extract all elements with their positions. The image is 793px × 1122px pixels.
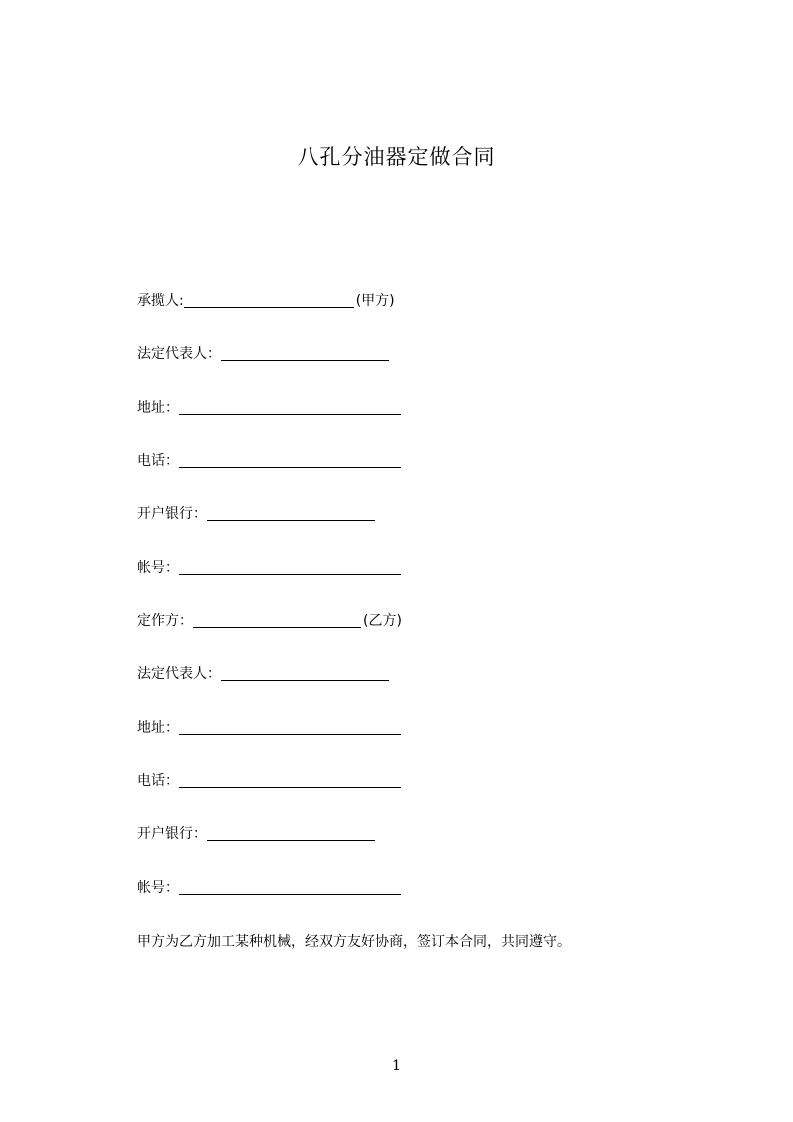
fill-in-line[interactable] [179,880,401,895]
bank-field [137,504,375,524]
field-label: 承揽人: [137,293,184,309]
party-tag: (甲方) [355,293,395,309]
fill-in-line[interactable] [193,613,361,628]
field-label: 地址： [137,400,179,416]
field-label: 开户银行： [137,826,207,842]
fill-in-line[interactable] [179,400,401,415]
fill-in-line[interactable] [207,826,375,841]
fill-in-line[interactable] [207,506,375,521]
fill-in-line[interactable] [179,453,401,468]
address-field [137,398,401,418]
party-tag: (乙方) [363,613,402,629]
field-label: 电话： [137,773,179,789]
field-label: 帐号： [137,880,179,896]
fill-in-line[interactable] [179,720,401,735]
contract-statement: 甲方为乙方加工某种机械，经双方友好协商，签订本合同，共同遵守。 [137,934,571,950]
field-label: 帐号： [137,560,179,576]
field-label: 开户银行： [137,506,207,522]
field-label: 电话： [137,453,179,469]
address-field [137,718,401,738]
fill-in-line[interactable] [184,293,354,308]
legal-representative-field [137,664,389,684]
account-field [137,878,401,898]
page-number: 1 [392,1058,401,1074]
fill-in-line[interactable] [221,346,389,361]
field-label: 法定代表人： [137,346,221,362]
bank-field [137,824,375,844]
phone-field [137,771,401,791]
fill-in-line[interactable] [221,666,389,681]
field-label: 法定代表人： [137,666,221,682]
field-label: 地址： [137,720,179,736]
document-title: 八孔分油器定做合同 [297,145,496,169]
field-label: 定作方： [137,613,193,629]
contractor-field [137,291,395,311]
fill-in-line[interactable] [179,560,401,575]
phone-field [137,451,401,471]
account-field [137,558,401,578]
ordering-party-field [137,611,402,631]
fill-in-line[interactable] [179,773,401,788]
legal-representative-field [137,344,389,364]
